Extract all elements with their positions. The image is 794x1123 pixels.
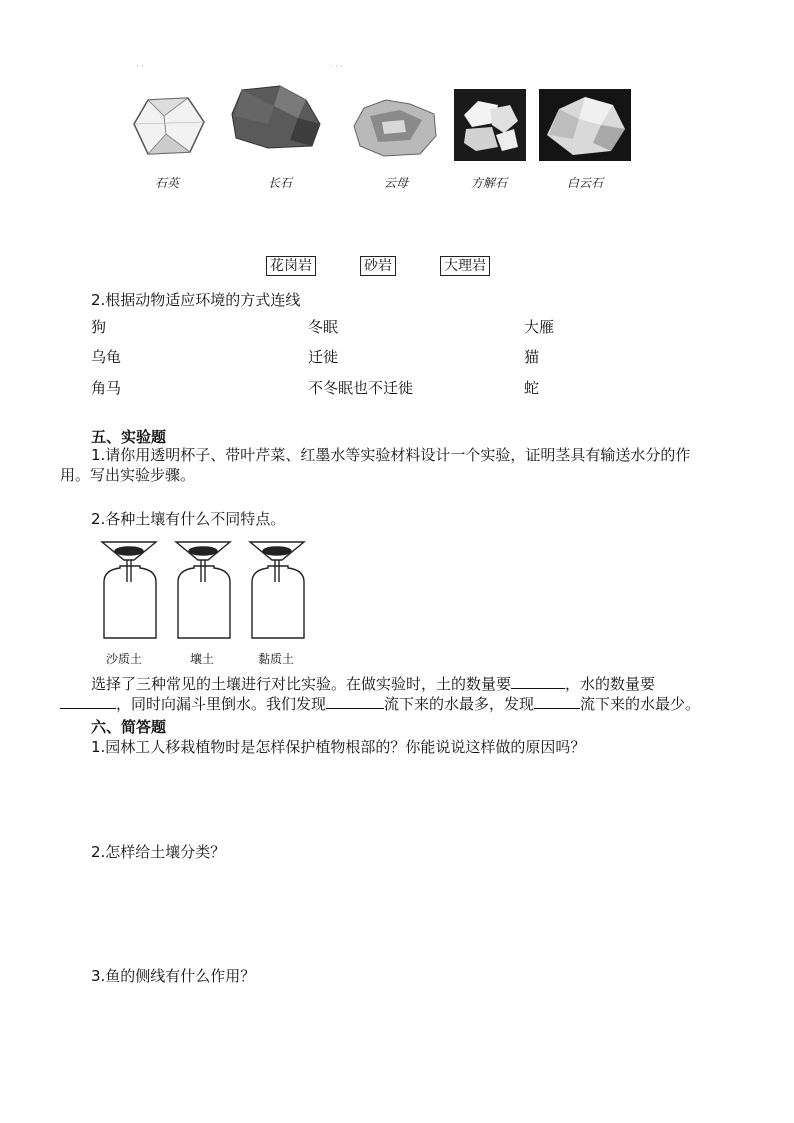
feldspar-image bbox=[228, 84, 324, 152]
section5-q2: 2.各种土壤有什么不同特点。 bbox=[91, 510, 286, 528]
mineral-caption-mica: 云母 bbox=[383, 176, 408, 190]
section5-q1-line1: 1.请你用透明杯子、带叶芹菜、红墨水等实验材料设计一个实验，证明茎具有输送水分的作 bbox=[91, 446, 691, 464]
match-middle-2: 迁徙 bbox=[308, 348, 339, 366]
fill-text-b: ，水的数量要 bbox=[565, 675, 656, 693]
blank-soil-amount[interactable] bbox=[511, 674, 565, 689]
match-left-3: 角马 bbox=[91, 379, 122, 397]
section5-heading: 五、实验题 bbox=[91, 428, 167, 446]
soil-label-loam: 壤土 bbox=[190, 652, 215, 666]
section6-q3: 3.鱼的侧线有什么作用？ bbox=[91, 967, 256, 985]
fill-text-c: ，同时向漏斗里倒水。我们发现 bbox=[116, 695, 327, 713]
fill-line-1 bbox=[91, 674, 655, 694]
mica-image bbox=[350, 96, 440, 158]
match-right-2: 猫 bbox=[524, 348, 540, 366]
quartz-image bbox=[126, 94, 210, 158]
scan-marks: · · bbox=[136, 62, 144, 71]
section6-q2: 2.怎样给土壤分类？ bbox=[91, 843, 226, 861]
soil-experiment-illustration bbox=[96, 538, 316, 644]
soil-label-clay: 黏质土 bbox=[258, 652, 295, 666]
blank-water-amount[interactable] bbox=[60, 694, 116, 709]
mineral-caption-dolomite: 白云石 bbox=[566, 176, 603, 190]
match-right-3: 蛇 bbox=[524, 379, 540, 397]
scan-marks-2: · · · bbox=[330, 62, 343, 71]
fill-text-a: 选择了三种常见的土壤进行对比实验。在做实验时，土的数量要 bbox=[91, 675, 512, 693]
section6-heading: 六、简答题 bbox=[91, 718, 167, 736]
section6-q1: 1.园林工人移栽植物时是怎样保护植物根部的？你能说说这样做的原因吗？ bbox=[91, 738, 586, 756]
dolomite-image bbox=[539, 89, 631, 161]
match-right-1: 大雁 bbox=[524, 318, 555, 336]
calcite-image bbox=[454, 89, 526, 161]
fill-text-e: 流下来的水最少。 bbox=[580, 695, 701, 713]
q2-title: 2.根据动物适应环境的方式连线 bbox=[91, 291, 301, 309]
match-left-2: 乌龟 bbox=[91, 348, 122, 366]
rock-box-marble: 大理岩 bbox=[440, 256, 490, 276]
blank-least-water[interactable] bbox=[534, 694, 580, 709]
match-middle-1: 冬眠 bbox=[308, 318, 339, 336]
blank-most-water[interactable] bbox=[326, 694, 384, 709]
match-middle-3: 不冬眠也不迁徙 bbox=[308, 379, 414, 397]
mineral-caption-feldspar: 长石 bbox=[267, 176, 292, 190]
soil-label-sandy: 沙质土 bbox=[106, 652, 143, 666]
mineral-caption-quartz: 石英 bbox=[154, 176, 179, 190]
match-left-1: 狗 bbox=[91, 318, 107, 336]
rock-box-granite: 花岗岩 bbox=[266, 256, 316, 276]
rock-box-sandstone: 砂岩 bbox=[360, 256, 396, 276]
mineral-caption-calcite: 方解石 bbox=[470, 176, 507, 190]
fill-line-2 bbox=[60, 694, 700, 714]
fill-text-d: 流下来的水最多，发现 bbox=[384, 695, 535, 713]
section5-q1-line2: 用。写出实验步骤。 bbox=[60, 466, 196, 484]
